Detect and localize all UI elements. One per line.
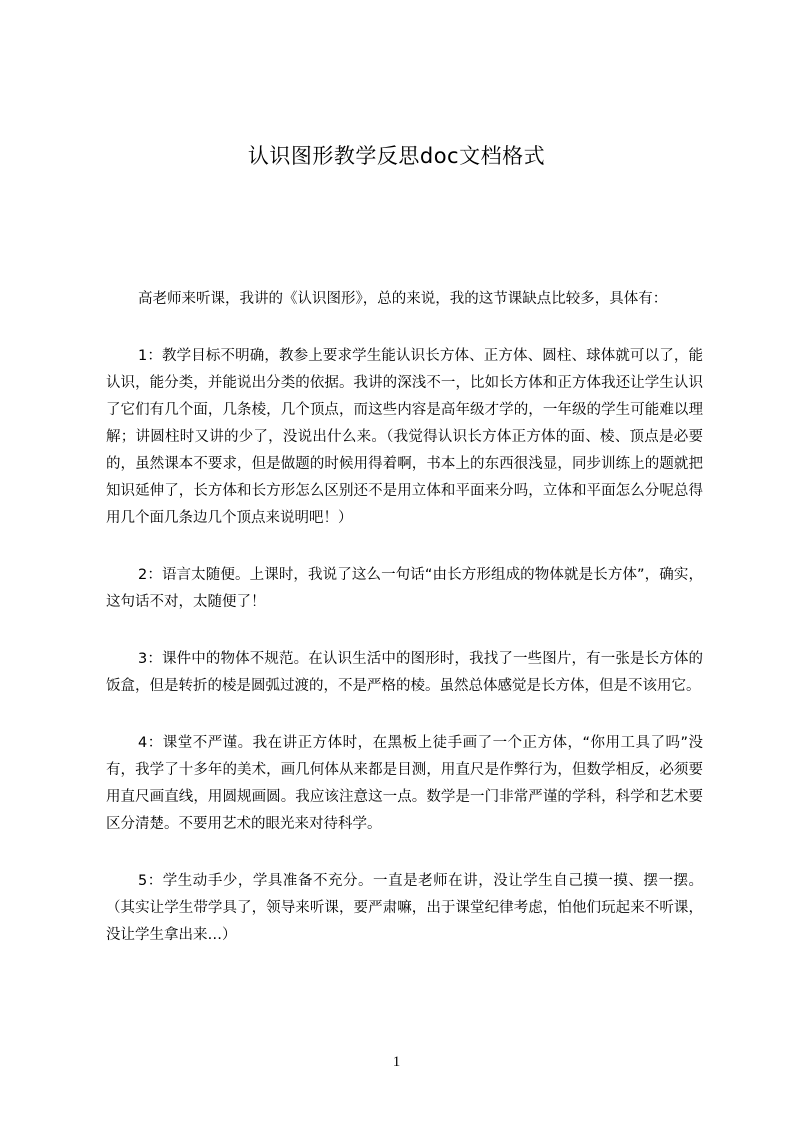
paragraph-point-3: 3：课件中的物体不规范。在认识生活中的图形时，我找了一些图片，有一张是长方体的饭盒，但是转折的棱是圆弧过渡的，不是严格的棱。虽然总体感觉是长方体，但是不该用它。 <box>106 651 703 694</box>
document-title: 认识图形教学反思doc文档格式 <box>247 144 546 168</box>
paragraph-point-2: 2：语言太随便。上课时，我说了这么一句话“由长方形组成的物体就是长方体”，确实，这句话不对，太随便了！ <box>106 567 703 610</box>
paragraph-point-5: 5：学生动手少，学具准备不充分。一直是老师在讲，没让学生自己摸一摸、摆一摆。（其实让学生带学具了，领导来听课，要严肃嘛，出于课堂纪律考虑，怕他们玩起来不听课，没让学生拿出来…） <box>106 873 703 943</box>
paragraph-point-1: 1：教学目标不明确，教参上要求学生能认识长方体、正方体、圆柱、球体就可以了，能认识，能分类，并能说出分类的依据。我讲的深浅不一，比如长方体和正方体我还让学生认识了它们有几个面，几条棱，几个顶点，而这些内容是高年级才学的，一年级的学生可能难以理解；讲圆柱时又讲的少了，没说出什么来。（我觉得认识长方体正方体的面、棱、顶点是必要的，虽然课本不要求，但是做题的时候用得着啊，书本上的东西很浅显，同步训练上的题就把知识延伸了，长方体和长方形怎么区别还不是用立体和平面来分吗，立体和平面怎么分呢总得用几个面几条边几个顶点来说明吧！） <box>106 348 703 526</box>
paragraph-point-4: 4：课堂不严谨。我在讲正方体时，在黑板上徒手画了一个正方体，“你用工具了吗”没有，我学了十多年的美术，画几何体从来都是目测，用直尺是作弊行为，但数学相反，必须要用直尺画直线，用圆规画圆。我应该注意这一点。数学是一门非常严谨的学科，科学和艺术要区分清楚。不要用艺术的眼光来对待科学。 <box>106 735 703 832</box>
paragraph-intro: 高老师来听课，我讲的《认识图形》，总的来说，我的这节课缺点比较多，具体有： <box>138 291 668 307</box>
document-body <box>106 286 703 979</box>
page-number: 1 <box>392 1054 401 1070</box>
